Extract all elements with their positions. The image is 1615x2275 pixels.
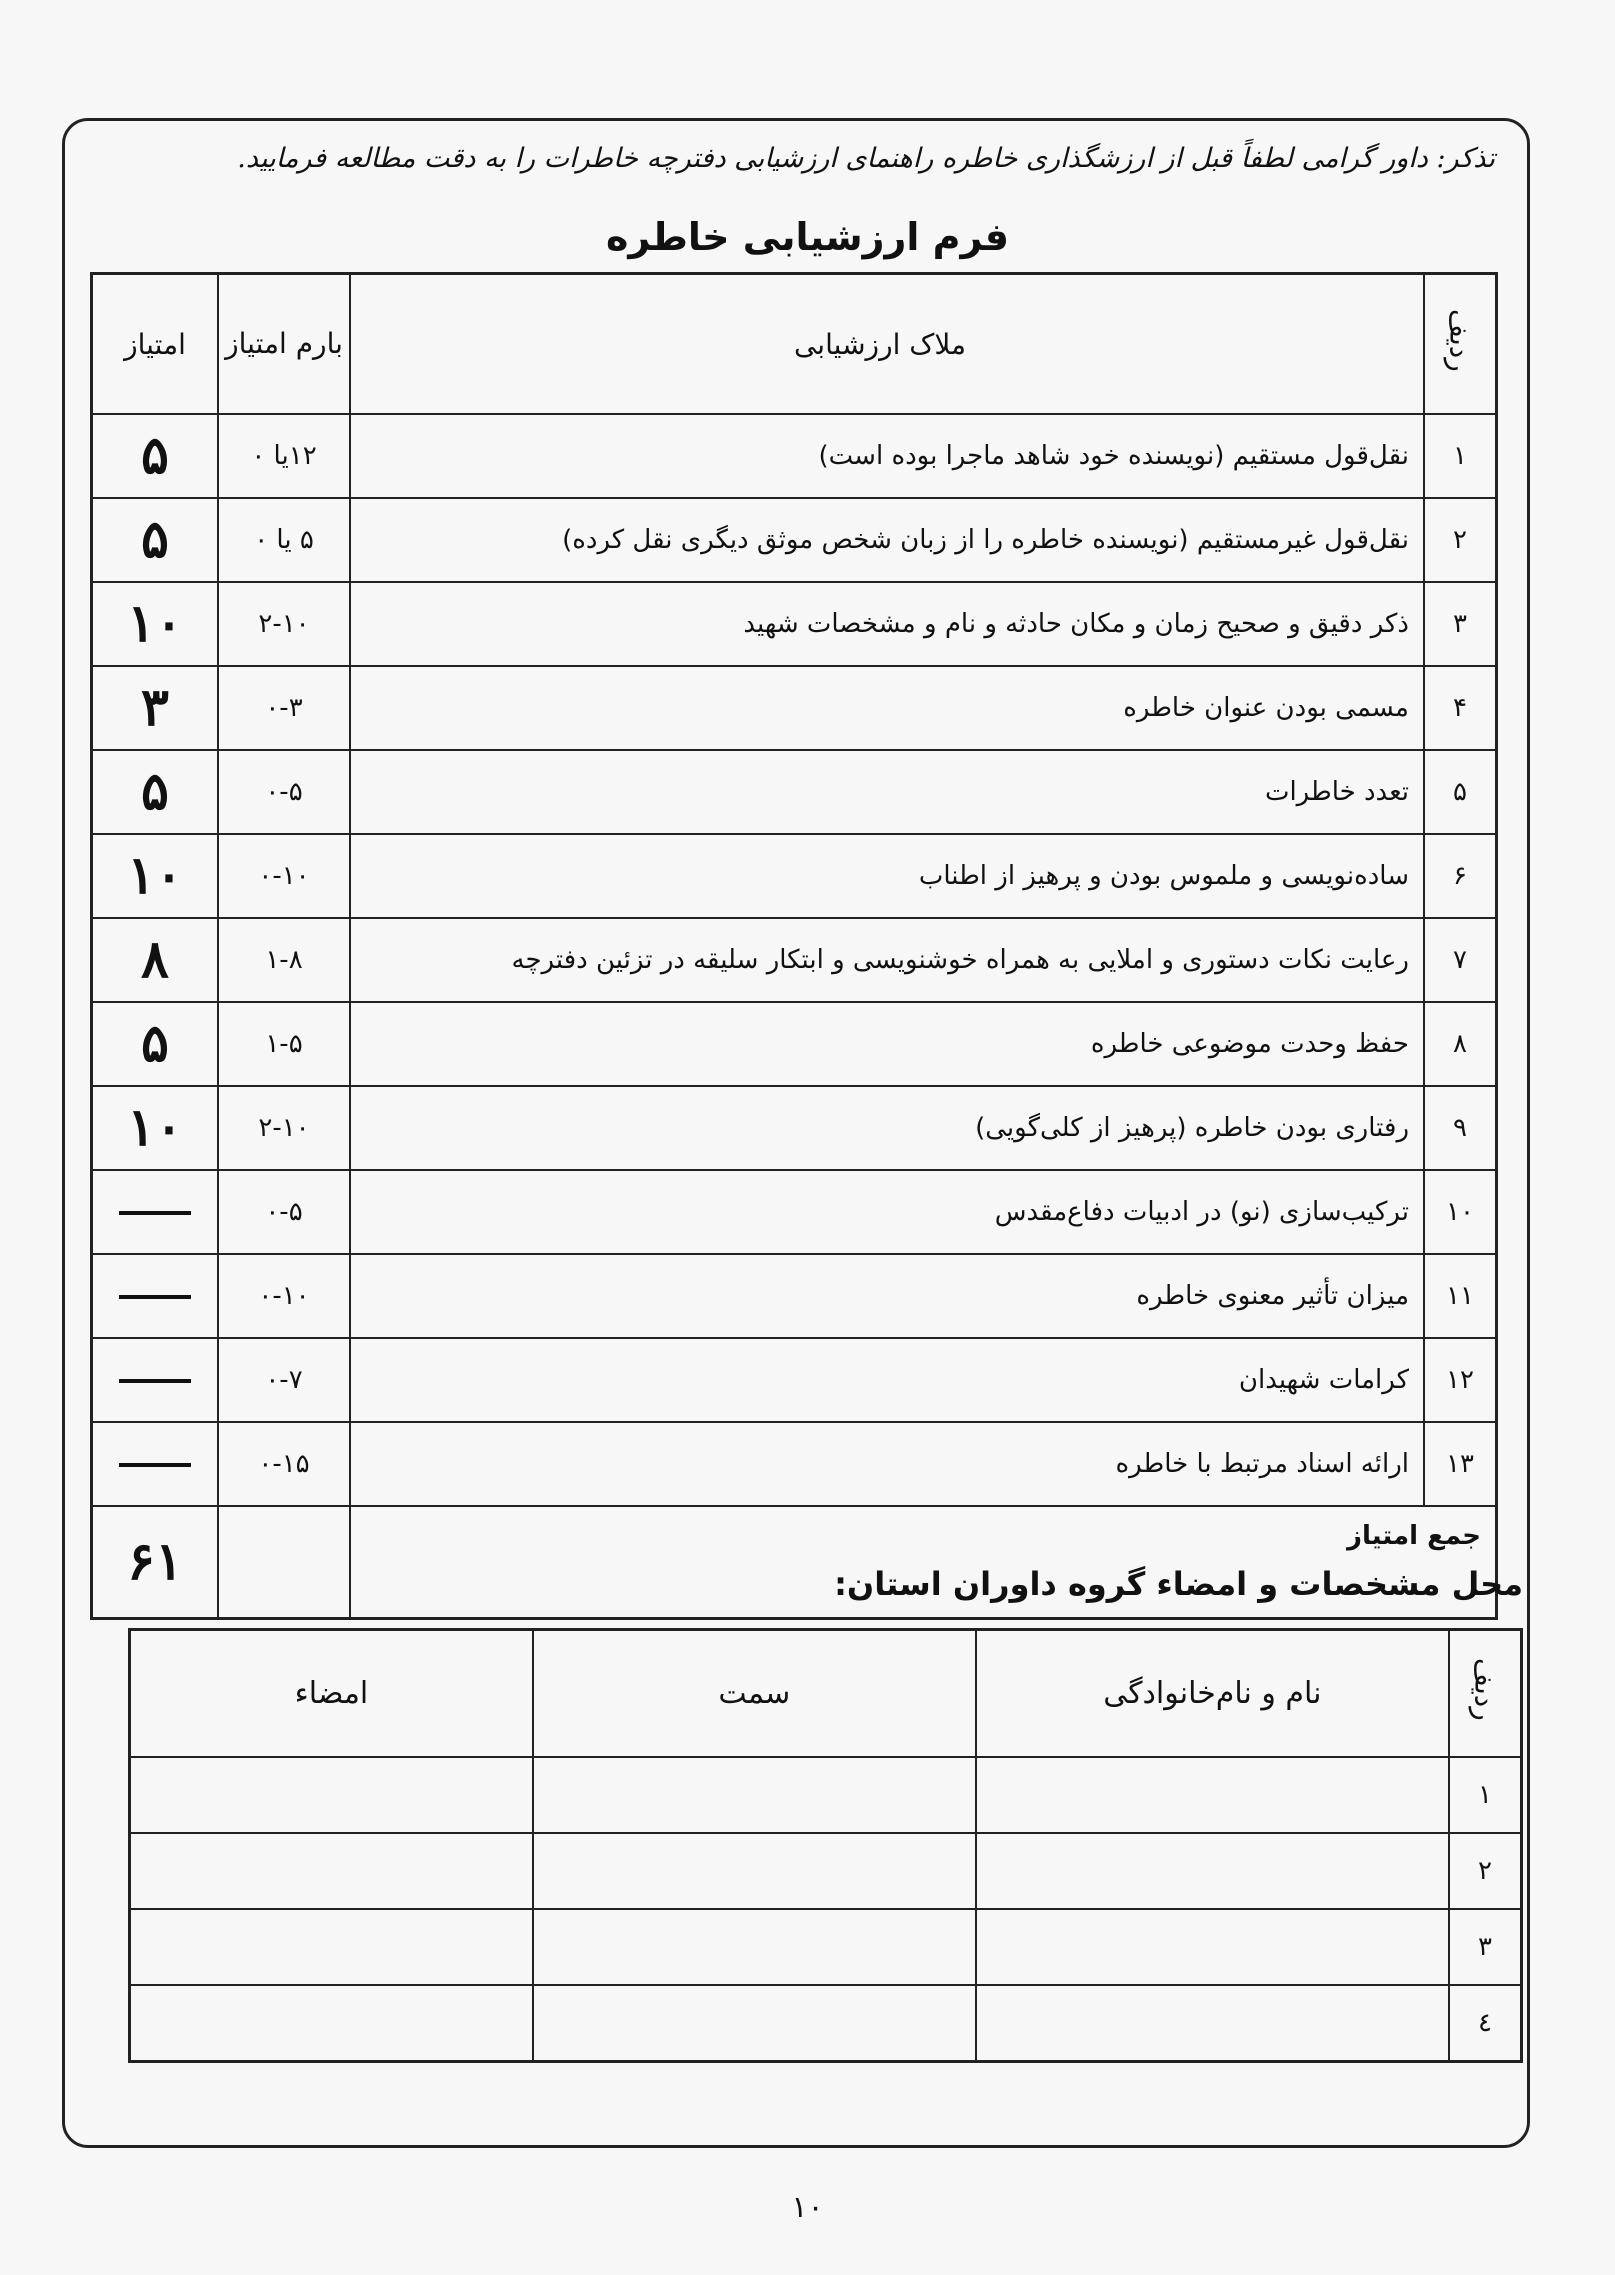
evaluation-row (92, 918, 1497, 1002)
criterion-text: مسمی بودن عنوان خاطره (350, 666, 1424, 750)
total-range-cell (218, 1506, 350, 1619)
score-range: ۲-۱۰ (218, 582, 350, 666)
jury-row (130, 1757, 1522, 1833)
jury-header-row (130, 1630, 1522, 1758)
evaluation-row (92, 1002, 1497, 1086)
evaluator-note: تذکر: داور گرامی لطفاً قبل از ارزشگذاری خاطره راهنمای ارزشیابی دفترچه خاطرات را به دقت مطالعه فرمایید. (237, 143, 1495, 174)
criterion-text: میزان تأثیر معنوی خاطره (350, 1254, 1424, 1338)
header-score: امتیاز (92, 274, 219, 415)
jury-header-name: نام و نام‌خانوادگی (976, 1630, 1449, 1758)
evaluation-row (92, 1170, 1497, 1254)
evaluation-row (92, 414, 1497, 498)
score-cell[interactable] (92, 918, 219, 1002)
score-cell[interactable] (92, 582, 219, 666)
score-cell[interactable] (92, 1338, 219, 1422)
evaluation-row (92, 582, 1497, 666)
row-number: ۴ (1424, 666, 1497, 750)
row-number: ۱۰ (1424, 1170, 1497, 1254)
row-number: ۷ (1424, 918, 1497, 1002)
row-number: ۱ (1424, 414, 1497, 498)
score-range: ۰-۱۰ (218, 1254, 350, 1338)
criterion-text: رفتاری بودن خاطره (پرهیز از کلی‌گویی) (350, 1086, 1424, 1170)
score-value: ۵ (141, 1013, 169, 1074)
score-dash (119, 1211, 191, 1215)
row-number: ۹ (1424, 1086, 1497, 1170)
evaluation-row (92, 498, 1497, 582)
score-range: ۰-۳ (218, 666, 350, 750)
score-range: ۰-۱۵ (218, 1422, 350, 1506)
form-title: فرم ارزشیابی خاطره (606, 215, 1009, 259)
jury-row (130, 1985, 1522, 2062)
jury-header-position: سمت (533, 1630, 976, 1758)
score-range: ۰-۵ (218, 750, 350, 834)
score-range: ۱-۵ (218, 1002, 350, 1086)
score-value: ۱۰ (127, 845, 183, 906)
jury-name-cell[interactable] (976, 1833, 1449, 1909)
page-number: ۱۰ (791, 2190, 824, 2225)
score-value: ۵ (141, 425, 169, 486)
jury-signature-cell[interactable] (130, 1757, 533, 1833)
jury-position-cell[interactable] (533, 1909, 976, 1985)
score-cell[interactable] (92, 498, 219, 582)
row-number: ۶ (1424, 834, 1497, 918)
evaluation-row (92, 1086, 1497, 1170)
jury-name-cell[interactable] (976, 1985, 1449, 2062)
row-number: ۳ (1424, 582, 1497, 666)
score-cell[interactable] (92, 1002, 219, 1086)
evaluation-header-row (92, 274, 1497, 415)
row-number: ۵ (1424, 750, 1497, 834)
jury-row-number: ۲ (1449, 1833, 1522, 1909)
criterion-text: ترکیب‌سازی (نو) در ادبیات دفاع‌مقدس (350, 1170, 1424, 1254)
criterion-text: نقل‌قول مستقیم (نویسنده خود شاهد ماجرا بوده است) (350, 414, 1424, 498)
score-range: ۱-۸ (218, 918, 350, 1002)
jury-position-cell[interactable] (533, 1833, 976, 1909)
evaluation-row (92, 1338, 1497, 1422)
score-range: ۵ یا ۰ (218, 498, 350, 582)
evaluation-row (92, 666, 1497, 750)
score-value: ۳ (141, 677, 169, 738)
score-value: ۵ (141, 761, 169, 822)
score-range: ۰-۵ (218, 1170, 350, 1254)
jury-signature-cell[interactable] (130, 1833, 533, 1909)
row-number: ۱۱ (1424, 1254, 1497, 1338)
score-range: ۰-۷ (218, 1338, 350, 1422)
jury-row (130, 1833, 1522, 1909)
total-score[interactable]: ۶۱ (92, 1506, 219, 1619)
row-number: ۱۲ (1424, 1338, 1497, 1422)
score-range: ۱۲یا ۰ (218, 414, 350, 498)
evaluation-rows (92, 414, 1497, 1506)
row-number: ۲ (1424, 498, 1497, 582)
score-dash (119, 1463, 191, 1467)
criterion-text: نقل‌قول غیرمستقیم (نویسنده خاطره را از زبان شخص موثق دیگری نقل کرده) (350, 498, 1424, 582)
jury-position-cell[interactable] (533, 1985, 976, 2062)
criterion-text: ارائه اسناد مرتبط با خاطره (350, 1422, 1424, 1506)
jury-header-signature: امضاء (130, 1630, 533, 1758)
score-value: ۸ (141, 929, 169, 990)
score-cell[interactable] (92, 414, 219, 498)
score-cell[interactable] (92, 1254, 219, 1338)
jury-table (128, 1628, 1523, 2063)
criterion-text: حفظ وحدت موضوعی خاطره (350, 1002, 1424, 1086)
jury-signature-cell[interactable] (130, 1985, 533, 2062)
jury-row (130, 1909, 1522, 1985)
criterion-text: رعایت نکات دستوری و املایی به همراه خوشنویسی و ابتکار سلیقه در تزئین دفترچه (350, 918, 1424, 1002)
score-dash (119, 1295, 191, 1299)
jury-name-cell[interactable] (976, 1757, 1449, 1833)
jury-row-number: ۳ (1449, 1909, 1522, 1985)
jury-position-cell[interactable] (533, 1757, 976, 1833)
jury-row-number: ۱ (1449, 1757, 1522, 1833)
score-value: ۱۰ (127, 1097, 183, 1158)
score-cell[interactable] (92, 666, 219, 750)
jury-rows (130, 1757, 1522, 2062)
header-row-number: ردیف (1424, 274, 1497, 415)
jury-header-row-number: ردیف (1449, 1630, 1522, 1758)
score-cell[interactable] (92, 750, 219, 834)
score-cell[interactable] (92, 1086, 219, 1170)
header-range: بارم امتیاز (218, 274, 350, 415)
score-range: ۲-۱۰ (218, 1086, 350, 1170)
score-cell[interactable] (92, 1170, 219, 1254)
score-cell[interactable] (92, 834, 219, 918)
score-value: ۱۰ (127, 593, 183, 654)
jury-name-cell[interactable] (976, 1909, 1449, 1985)
evaluation-row (92, 750, 1497, 834)
score-value: ۵ (141, 509, 169, 570)
total-label: جمع امتیاز (350, 1506, 1497, 1619)
evaluation-row (92, 1422, 1497, 1506)
score-dash (119, 1379, 191, 1383)
score-range: ۰-۱۰ (218, 834, 350, 918)
jury-signature-cell[interactable] (130, 1909, 533, 1985)
evaluation-row (92, 1254, 1497, 1338)
row-number: ۱۳ (1424, 1422, 1497, 1506)
jury-section-title: محل مشخصات و امضاء گروه داوران استان: (834, 1565, 1523, 1603)
header-criterion: ملاک ارزشیابی (350, 274, 1424, 415)
evaluation-row (92, 834, 1497, 918)
row-number: ۸ (1424, 1002, 1497, 1086)
criterion-text: ساده‌نویسی و ملموس بودن و پرهیز از اطناب (350, 834, 1424, 918)
criterion-text: ذکر دقیق و صحیح زمان و مکان حادثه و نام و مشخصات شهید (350, 582, 1424, 666)
jury-row-number: ٤ (1449, 1985, 1522, 2062)
criterion-text: کرامات شهیدان (350, 1338, 1424, 1422)
criterion-text: تعدد خاطرات (350, 750, 1424, 834)
evaluation-table (90, 272, 1498, 1620)
score-cell[interactable] (92, 1422, 219, 1506)
